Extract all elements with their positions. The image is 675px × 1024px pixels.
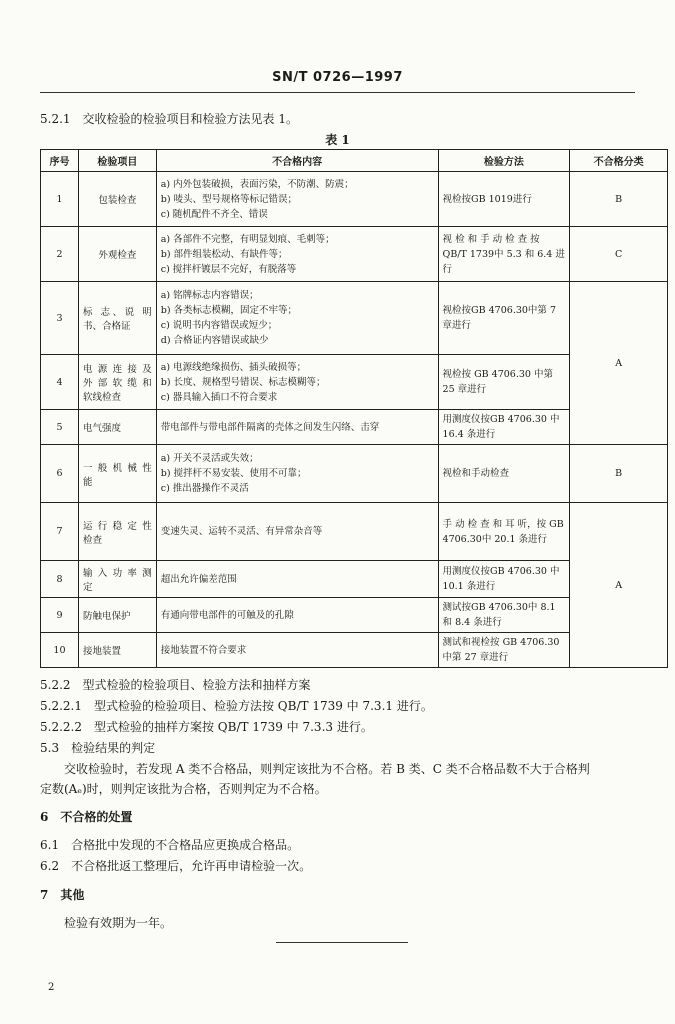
defect-line: 变速失灵、运转不灵活、有异常杂音等	[160, 526, 323, 537]
header-item: 检验项目	[78, 150, 156, 172]
row-defects	[156, 355, 438, 410]
end-rule	[276, 942, 408, 943]
defect-line: a) 电源线绝缘损伤、插头破损等；	[160, 361, 307, 373]
row-item: 输 入 功 率 测 定	[78, 561, 156, 598]
row-item: 电气强度	[78, 410, 156, 445]
row-defects	[156, 172, 438, 227]
row-no: 8	[41, 561, 79, 598]
row-defects	[156, 410, 438, 445]
section-number: 7	[40, 888, 49, 902]
row-no: 2	[41, 227, 79, 282]
defect-line: a) 内外包装破损，表面污染，不防潮、防震；	[160, 178, 354, 190]
clause-text: 不合格批返工整理后，允许再申请检验一次。	[71, 859, 312, 873]
row-method: 视检按GB 1019进行	[438, 172, 570, 227]
row-method: 测试和视检按 GB 4706.30 中第 27 章进行	[438, 633, 570, 668]
row-no: 1	[41, 172, 79, 227]
header-defect: 不合格内容	[156, 150, 438, 172]
row-no: 4	[41, 355, 79, 410]
row-item: 电 源 连 接 及 外 部 软 缆 和 软线检查	[78, 355, 156, 410]
row-item: 防触电保护	[78, 598, 156, 633]
defect-line: b) 长度、规格型号错误、标志模糊等；	[160, 376, 326, 388]
row-defects	[156, 598, 438, 633]
table-row	[41, 445, 668, 503]
defect-line: a) 铭牌标志内容错误；	[160, 290, 259, 301]
clause-number: 5.2.2.1	[40, 699, 82, 713]
table-caption: 表 1	[325, 133, 350, 147]
clause-text: 合格批中发现的不合格品应更换成合格品。	[71, 838, 300, 852]
inspection-table	[40, 149, 668, 668]
section-title: 不合格的处置	[60, 810, 133, 824]
clause-6-2	[40, 857, 311, 874]
defect-line: b) 搅拌杆不易安装、使用不可靠；	[160, 468, 307, 479]
row-defects	[156, 445, 438, 503]
clause-text: 型式检验的检验项目、检验方法按 QB/T 1739 中 7.3.1 进行。	[93, 699, 433, 713]
defect-line: c) 搅拌杆镀层不完好，有脱落等	[160, 263, 297, 275]
row-item: 一 般 机 械 性 能	[78, 445, 156, 503]
table-row	[41, 172, 668, 227]
header-method: 检验方法	[438, 150, 570, 172]
row-no: 10	[41, 633, 79, 668]
clause-text: 检验结果的判定	[71, 741, 156, 755]
clause-text: 型式检验的检验项目、检验方法和抽样方案	[82, 678, 311, 692]
clause-5-3-body-line-2: 定数(Aₑ)时，则判定该批为合格，否则判定为不合格。	[40, 782, 327, 796]
defect-line: b) 部件组装松动、有缺件等；	[160, 248, 288, 260]
row-defects	[156, 503, 438, 561]
defect-line: c) 器具输入插口不符合要求	[160, 391, 278, 403]
clause-number: 5.3	[40, 741, 60, 755]
row-no: 9	[41, 598, 79, 633]
row-method: 测试按GB 4706.30中 8.1 和 8.4 条进行	[438, 598, 570, 633]
clause-number: 5.2.2	[40, 678, 71, 692]
clause-5-2-2-1	[40, 697, 433, 714]
row-class: B	[570, 445, 668, 503]
table-row	[41, 282, 668, 355]
row-item: 包装检查	[78, 172, 156, 227]
clause-number: 5.2.1	[40, 112, 71, 126]
defect-line: b) 各类标志模糊，固定不牢等；	[160, 305, 298, 316]
defect-line: d) 合格证内容错误或缺少	[160, 335, 269, 346]
standard-number: SN/T 0726—1997	[272, 70, 403, 85]
row-item: 接地装置	[78, 633, 156, 668]
table-header-row	[41, 150, 668, 172]
row-defects	[156, 282, 438, 355]
row-class: C	[570, 227, 668, 282]
clause-5-2-2	[40, 676, 311, 693]
defect-line: a) 各部件不完整，有明显划痕、毛刺等；	[160, 233, 335, 245]
defect-line: b) 唛头、型号规格等标记错误；	[160, 193, 298, 205]
table-row	[41, 227, 668, 282]
clause-number: 6.2	[40, 859, 60, 873]
defect-line: c) 说明书内容错误或短少；	[160, 320, 278, 331]
row-method: 用测度仪按GB 4706.30 中 10.1 条进行	[438, 561, 570, 598]
row-item: 外观检查	[78, 227, 156, 282]
row-class: B	[570, 172, 668, 227]
row-method: 手 动 检 查 和 耳 听，按 GB 4706.30中 20.1 条进行	[438, 503, 570, 561]
clause-5-3-body-line-1: 交收检验时，若发现 A 类不合格品，则判定该批为不合格。若 B 类、C 类不合格品数不大于合格判	[64, 762, 590, 776]
row-item: 运 行 稳 定 性 检查	[78, 503, 156, 561]
row-no: 3	[41, 282, 79, 355]
row-no: 5	[41, 410, 79, 445]
defect-line: c) 随机配件不齐全、错误	[160, 208, 268, 220]
row-item: 标 志、说 明 书、合格证	[78, 282, 156, 355]
defect-line: 超出允许偏差范围	[160, 573, 237, 585]
section-number: 6	[40, 810, 49, 824]
row-method: 视检按GB 4706.30中第 7 章进行	[438, 282, 570, 355]
clause-number: 5.2.2.2	[40, 720, 82, 734]
section-title: 其他	[60, 888, 85, 902]
defect-line: a) 开关不灵活或失效；	[160, 453, 259, 464]
row-no: 7	[41, 503, 79, 561]
clause-number: 6.1	[40, 838, 60, 852]
section-7-heading	[40, 886, 84, 903]
clause-text: 型式检验的抽样方案按 QB/T 1739 中 7.3.3 进行。	[93, 720, 373, 734]
clause-5-2-1	[40, 110, 298, 127]
header-rule	[40, 92, 635, 93]
clause-5-3	[40, 739, 155, 756]
section-7-body: 检验有效期为一年。	[64, 916, 173, 930]
defect-line: 带电部件与带电部件隔离的壳体之间发生闪络、击穿	[160, 421, 380, 433]
row-method: 视 检 和 手 动 检 查 按 QB/T 1739中 5.3 和 6.4 进行	[438, 227, 570, 282]
row-class-merged: A	[570, 503, 668, 668]
page-number: 2	[48, 982, 55, 993]
row-method: 视检和手动检查	[438, 445, 570, 503]
row-method: 用测度仪按GB 4706.30 中 16.4 条进行	[438, 410, 570, 445]
row-no: 6	[41, 445, 79, 503]
table-row	[41, 503, 668, 561]
clause-text: 交收检验的检验项目和检验方法见表 1。	[82, 112, 298, 126]
row-method: 视检按 GB 4706.30 中第 25 章进行	[438, 355, 570, 410]
clause-6-1	[40, 836, 299, 853]
row-defects	[156, 561, 438, 598]
header-no: 序号	[41, 150, 79, 172]
defect-line: c) 推出器操作不灵活	[160, 483, 249, 494]
clause-5-2-2-2	[40, 718, 373, 735]
defect-line: 有通向带电部件的可触及的孔隙	[160, 609, 294, 621]
row-class-merged: A	[570, 282, 668, 445]
section-6-heading	[40, 808, 132, 825]
row-defects	[156, 633, 438, 668]
defect-line: 接地装置不符合要求	[160, 644, 247, 656]
header-class: 不合格分类	[570, 150, 668, 172]
row-defects	[156, 227, 438, 282]
